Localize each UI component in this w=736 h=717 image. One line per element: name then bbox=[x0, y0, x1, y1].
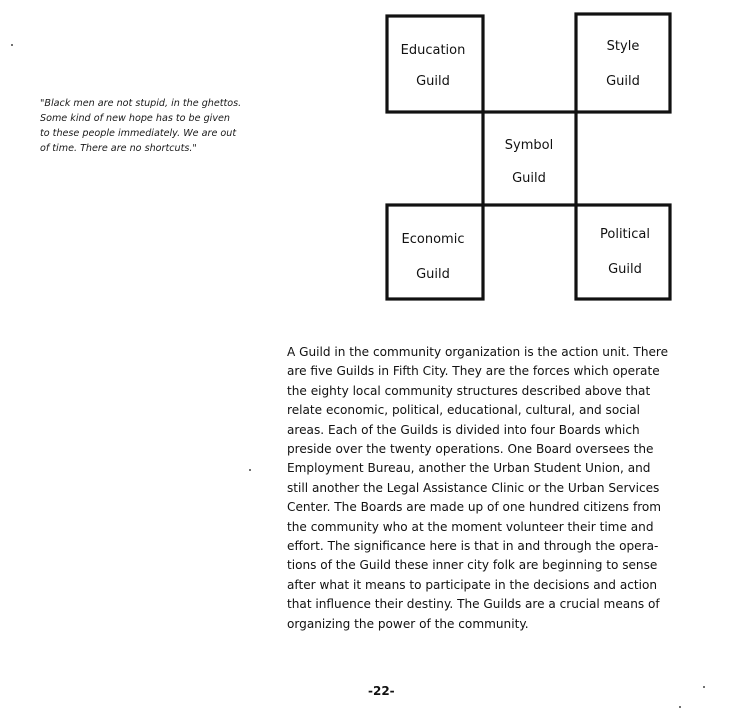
scan-speck bbox=[679, 706, 681, 708]
education-guild-label: Education bbox=[400, 43, 466, 58]
guild-diagram bbox=[380, 10, 680, 306]
style-guild-label: Style bbox=[606, 39, 640, 54]
paragraph-line: relate economic, political, educational, cultural, and social bbox=[287, 403, 641, 418]
paragraph-line: after what it means to participate in the decisions and action bbox=[287, 577, 658, 592]
paragraph-line: Employment Bureau, another the Urban Student Union, and bbox=[287, 461, 651, 476]
political-guild-box bbox=[576, 205, 670, 299]
scan-speck bbox=[703, 686, 705, 688]
quote-line: to these people immediately. We are out bbox=[40, 128, 237, 139]
paragraph-line: are five Guilds in Fifth City. They are the forces which operate bbox=[287, 364, 660, 379]
paragraph-line: that influence their destiny. The Guilds are a crucial means of bbox=[287, 597, 660, 612]
quote-line: of time. There are no shortcuts." bbox=[40, 143, 197, 154]
paragraph-line: Center. The Boards are made up of one hundred citizens from bbox=[287, 500, 662, 515]
symbol-guild-box bbox=[483, 112, 576, 205]
symbol-guild-label-2: Guild bbox=[512, 171, 546, 186]
economic-guild-label-2: Guild bbox=[416, 267, 450, 282]
paragraph-line: A Guild in the community organization is the action unit. There bbox=[287, 345, 669, 359]
economic-guild-label: Economic bbox=[401, 232, 465, 247]
political-guild-label: Political bbox=[600, 227, 650, 242]
paragraph-line: the community who at the moment volunteer their time and bbox=[287, 519, 654, 534]
education-guild-box bbox=[387, 16, 483, 112]
quote-line: Some kind of new hope has to be given bbox=[40, 113, 231, 124]
page-number: -22- bbox=[368, 684, 395, 698]
economic-guild-box bbox=[387, 205, 483, 299]
political-guild-label-2: Guild bbox=[608, 262, 642, 277]
style-guild-label-2: Guild bbox=[606, 74, 640, 89]
paragraph-line: still another the Legal Assistance Clinic or the Urban Services bbox=[287, 480, 660, 495]
symbol-guild-label: Symbol bbox=[504, 138, 554, 153]
paragraph-line: effort. The significance here is that in and through the opera- bbox=[287, 539, 659, 554]
paragraph-line: the eighty local community structures described above that bbox=[287, 383, 651, 398]
quote-line: "Black men are not stupid, in the ghettos. bbox=[40, 98, 242, 109]
education-guild-label-2: Guild bbox=[416, 74, 450, 89]
paragraph-line: preside over the twenty operations. One Board oversees the bbox=[287, 442, 654, 457]
guild-description-paragraph bbox=[287, 343, 679, 634]
style-guild-box bbox=[576, 14, 670, 112]
scan-speck bbox=[11, 44, 13, 46]
paragraph-line: areas. Each of the Guilds is divided into four Boards which bbox=[287, 422, 640, 437]
paragraph-line: organizing the power of the community. bbox=[287, 616, 529, 631]
epigraph-quote bbox=[40, 96, 280, 156]
scan-speck bbox=[249, 469, 251, 471]
paragraph-line: tions of the Guild these inner city folk are beginning to sense bbox=[287, 558, 658, 573]
